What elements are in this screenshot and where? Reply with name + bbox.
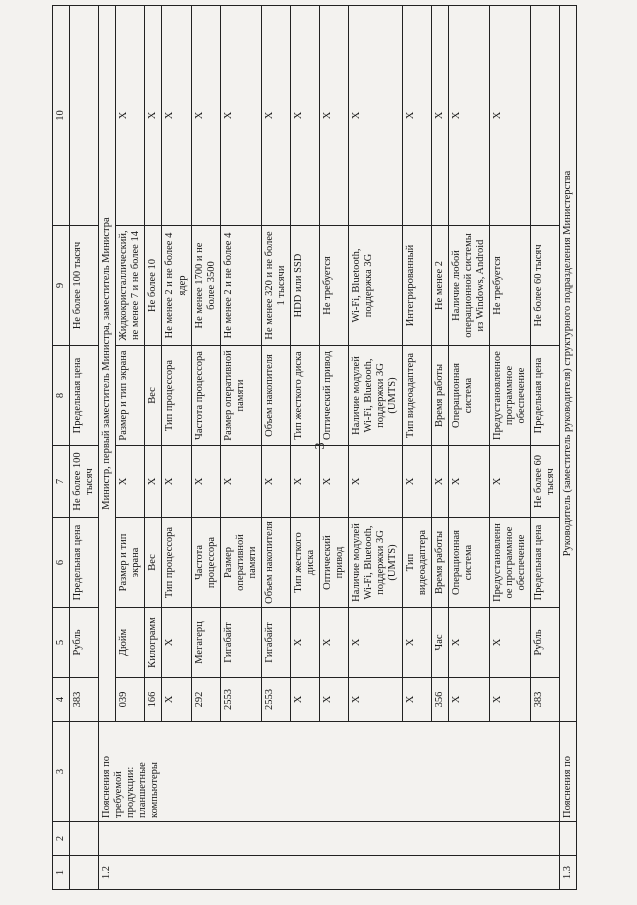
code-cell: 356 <box>431 678 448 722</box>
unit-cell: Мегагерц <box>191 608 220 678</box>
code-cell: 2553 <box>220 678 261 722</box>
value-cell: Не более 100 тысяч <box>70 226 99 346</box>
code-cell: 2553 <box>261 678 290 722</box>
header-cell: 7 <box>53 446 70 518</box>
unit-cell: X <box>402 608 431 678</box>
characteristic-cell: Предельная цена <box>70 518 99 608</box>
value-cell: X <box>489 446 530 518</box>
page-number: 3 <box>313 442 328 450</box>
value-cell: Не требуется <box>489 226 530 346</box>
characteristic-cell: Время работы <box>431 518 448 608</box>
unit-cell: Килограмм <box>145 608 162 678</box>
functional-cell: X <box>402 6 431 226</box>
group-title: Министр, первый заместитель Министра, заместитель Министра <box>99 6 116 722</box>
unit-cell: X <box>162 608 191 678</box>
group-row <box>99 6 116 890</box>
header-cell: 5 <box>53 608 70 678</box>
characteristic-cell: Операционная система <box>448 346 489 446</box>
characteristic-cell: Оптический привод <box>320 346 349 446</box>
functional-cell: X <box>191 6 220 226</box>
unit-cell: X <box>320 608 349 678</box>
code-cell: X <box>349 678 402 722</box>
characteristic-cell: Вес <box>145 518 162 608</box>
section-number: 1.3 <box>560 856 577 890</box>
code-cell: X <box>162 678 191 722</box>
characteristic-cell: Тип видеоадаптера <box>402 346 431 446</box>
characteristic-cell: Тип видеоадаптера <box>402 518 431 608</box>
unit-cell: X <box>291 608 320 678</box>
code-cell: 166 <box>145 678 162 722</box>
header-cell: 10 <box>53 6 70 226</box>
characteristic-cell: Наличие модулей Wi-Fi, Bluetooth, поддержки 3G (UMTS) <box>349 346 402 446</box>
code-cell: 292 <box>191 678 220 722</box>
value-cell: X <box>162 446 191 518</box>
characteristic-cell: Предельная цена <box>531 346 560 446</box>
functional-cell: X <box>220 6 261 226</box>
value-cell: Не менее 2 и не более 4 <box>220 226 261 346</box>
code-cell: X <box>291 678 320 722</box>
characteristic-cell: Размер оперативной памяти <box>220 346 261 446</box>
characteristic-cell: Предельная цена <box>70 346 99 446</box>
functional-cell: X <box>162 6 191 226</box>
header-cell: 8 <box>53 346 70 446</box>
value-cell: Не более 100 тысяч <box>70 446 99 518</box>
header-cell: 3 <box>53 722 70 822</box>
unit-cell: Рубль <box>531 608 560 678</box>
code-cell: 039 <box>116 678 145 722</box>
characteristic-cell: Наличие модулей Wi-Fi, Bluetooth, поддержки 3G (UMTS) <box>349 518 402 608</box>
characteristic-cell: Оптический привод <box>320 518 349 608</box>
unit-cell: Дюйм <box>116 608 145 678</box>
characteristic-cell: Частота процессора <box>191 346 220 446</box>
characteristic-cell: Размер оперативной памяти <box>220 518 261 608</box>
characteristic-cell: Предустановленное программное обеспечение <box>489 518 530 608</box>
characteristic-cell: Размер и тип экрана <box>116 518 145 608</box>
value-cell: Жидкокристаллический, не менее 7 и не более 14 <box>116 226 145 346</box>
requirements-table <box>52 5 577 890</box>
code-cell: X <box>489 678 530 722</box>
value-cell: X <box>191 446 220 518</box>
functional-cell: X <box>116 6 145 226</box>
header-cell: 2 <box>53 822 70 856</box>
characteristic-cell: Тип жесткого диска <box>291 518 320 608</box>
unit-cell: Час <box>431 608 448 678</box>
header-cell: 9 <box>53 226 70 346</box>
characteristic-cell: Тип жесткого диска <box>291 346 320 446</box>
value-cell: Не менее 320 и не более 1 тысячи <box>261 226 290 346</box>
section-explanation: Пояснения по требуемой продукции: планшетные компьютеры <box>99 722 560 822</box>
characteristic-cell: Вес <box>145 346 162 446</box>
header-cell: 1 <box>53 856 70 890</box>
code-cell: X <box>402 678 431 722</box>
characteristic-cell: Тип процессора <box>162 518 191 608</box>
characteristic-cell: Объем накопителя <box>261 518 290 608</box>
unit-cell: Рубль <box>70 608 99 678</box>
header-row <box>53 6 70 890</box>
functional-cell: X <box>448 6 489 226</box>
rotated-table-region <box>52 10 592 890</box>
characteristic-cell: Объем накопителя <box>261 346 290 446</box>
characteristic-cell: Время работы <box>431 346 448 446</box>
group-title: Руководитель (заместитель руководителя) структурного подразделения Министерства <box>560 6 577 722</box>
value-cell: Не менее 2 <box>431 226 448 346</box>
value-cell: HDD или SSD <box>291 226 320 346</box>
value-cell: Не более 60 тысяч <box>531 446 560 518</box>
header-cell: 6 <box>53 518 70 608</box>
value-cell: X <box>448 446 489 518</box>
unit-cell: X <box>448 608 489 678</box>
value-cell: X <box>220 446 261 518</box>
functional-cell: X <box>261 6 290 226</box>
value-cell: Не менее 2 и не более 4 ядер <box>162 226 191 346</box>
unit-cell: Гигабайт <box>261 608 290 678</box>
value-cell: Не более 10 <box>145 226 162 346</box>
code-cell: X <box>320 678 349 722</box>
code-cell: 383 <box>70 678 99 722</box>
functional-cell: X <box>320 6 349 226</box>
value-cell: Интегрированный <box>402 226 431 346</box>
value-cell: X <box>349 446 402 518</box>
unit-cell: X <box>349 608 402 678</box>
section-explanation: Пояснения по <box>560 722 577 822</box>
functional-cell <box>70 6 99 226</box>
section-number: 1.2 <box>99 856 560 890</box>
characteristic-cell: Предустановленное программное обеспечение <box>489 346 530 446</box>
functional-cell: X <box>291 6 320 226</box>
functional-cell: X <box>489 6 530 226</box>
code-cell: X <box>448 678 489 722</box>
characteristic-cell: Операционная система <box>448 518 489 608</box>
functional-cell: X <box>431 6 448 226</box>
value-cell: Wi-Fi, Bluetooth, поддержка 3G <box>349 226 402 346</box>
functional-cell <box>531 6 560 226</box>
characteristic-cell: Размер и тип экрана <box>116 346 145 446</box>
value-cell: Не более 60 тысяч <box>531 226 560 346</box>
code-cell: 383 <box>531 678 560 722</box>
value-cell: Не требуется <box>320 226 349 346</box>
table-row <box>70 6 99 890</box>
header-cell: 4 <box>53 678 70 722</box>
functional-cell: X <box>145 6 162 226</box>
value-cell: X <box>320 446 349 518</box>
value-cell: X <box>431 446 448 518</box>
unit-cell: X <box>489 608 530 678</box>
value-cell: Не менее 1700 и не более 3500 <box>191 226 220 346</box>
value-cell: X <box>116 446 145 518</box>
characteristic-cell: Предельная цена <box>531 518 560 608</box>
value-cell: Наличие любой операционной системы из Windows, Android <box>448 226 489 346</box>
characteristic-cell: Частота процессора <box>191 518 220 608</box>
group-row <box>560 6 577 890</box>
value-cell: X <box>291 446 320 518</box>
value-cell: X <box>402 446 431 518</box>
characteristic-cell: Тип процессора <box>162 346 191 446</box>
functional-cell: X <box>349 6 402 226</box>
value-cell: X <box>261 446 290 518</box>
unit-cell: Гигабайт <box>220 608 261 678</box>
value-cell: X <box>145 446 162 518</box>
